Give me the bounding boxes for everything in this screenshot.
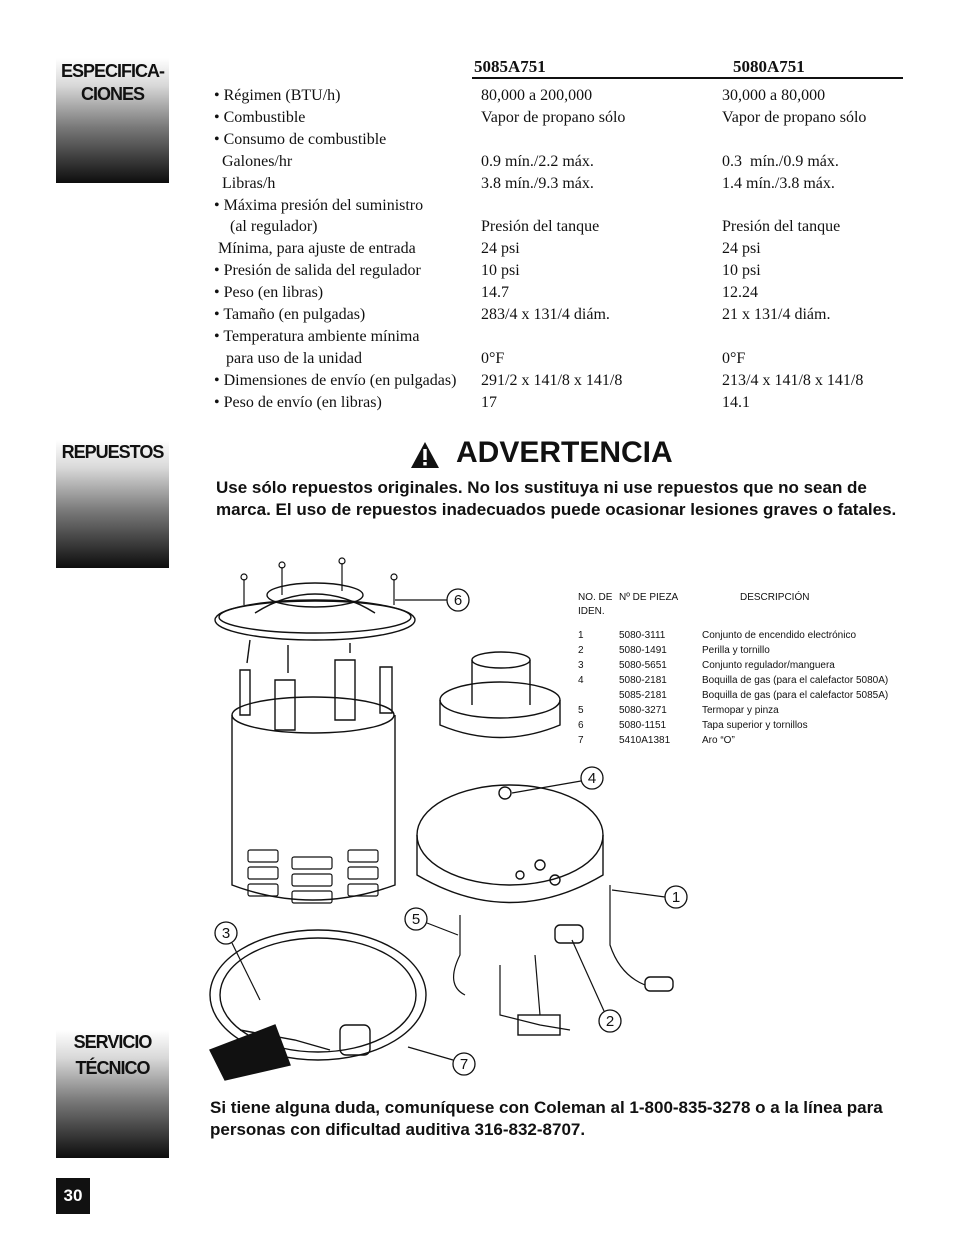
spec-value-5085: Vapor de propano sólo — [481, 108, 626, 126]
spec-value-5080: 14.1 — [722, 393, 750, 411]
spec-value-5080: 0°F — [722, 349, 746, 367]
callout-6 — [395, 589, 469, 611]
spec-label: • Tamaño (en pulgadas) — [214, 306, 366, 323]
warning-text: Use sólo repuestos originales. No los sustituya ni use repuestos que no sean de marca. El uso de repuestos inadecuados puede ocasionar lesiones graves o fatales. — [216, 478, 897, 519]
spec-value-5080: 21 x 131/4 diám. — [722, 306, 831, 323]
callout-number: 4 — [587, 770, 597, 787]
part-description: Conjunto regulador/manguera — [702, 660, 835, 671]
spec-label: • Combustible — [214, 108, 306, 126]
spec-value-5085: Presión del tanque — [481, 218, 600, 236]
spec-label: • Peso (en libras) — [214, 284, 324, 302]
tab-label-line2: CIONES — [80, 84, 144, 104]
callout-number: 6 — [453, 592, 463, 609]
part-description: Termopar y pinza — [702, 705, 779, 716]
callout-number: 2 — [605, 1013, 615, 1030]
spec-label: para uso de la unidad — [214, 349, 362, 367]
part-number: 5410A1381 — [619, 735, 671, 746]
warning-triangle-icon — [410, 441, 440, 469]
part-id: 3 — [578, 660, 584, 671]
part-description: Aro “O” — [702, 735, 735, 746]
heater-body-part — [232, 715, 395, 900]
part-number: 5080-5651 — [619, 660, 667, 671]
callout-1 — [612, 886, 687, 908]
part-number: 5080-1151 — [619, 720, 667, 731]
spec-value-5080: 24 psi — [722, 240, 761, 258]
spec-value-5080: 12.24 — [722, 284, 758, 302]
screws — [241, 558, 397, 605]
tab-servicio-tecnico — [56, 1030, 169, 1158]
part-id: 5 — [578, 705, 584, 716]
burner-head-part — [440, 652, 560, 738]
callout-5 — [405, 908, 458, 935]
contact-text: Si tiene alguna duda, comuníquese con Coleman al 1-800-835-3278 o a la línea para personas con dificultad auditiva 316-832-8707. — [210, 1098, 883, 1139]
parts-header-part: Nº DE PIEZA — [619, 592, 679, 603]
spec-value-5080: Vapor de propano sólo — [722, 108, 867, 126]
spec-value-5085: 3.8 mín./9.3 máx. — [481, 174, 594, 192]
spec-value-5085: 17 — [481, 393, 497, 411]
spec-label: (al regulador) — [214, 218, 318, 236]
spec-value-5085: 80,000 a 200,000 — [481, 87, 593, 104]
spec-value-5080: 213/4 x 141/8 x 141/8 — [722, 371, 864, 389]
part-description: Tapa superior y tornillos — [702, 720, 808, 731]
spec-value-5085: 0.9 mín./2.2 máx. — [481, 152, 594, 170]
parts-header-desc: DESCRIPCIÓN — [740, 592, 810, 603]
spec-label: Galones/hr — [214, 152, 293, 170]
spec-value-5085: 10 psi — [481, 262, 520, 280]
spec-label: • Dimensiones de envío (en pulgadas) — [214, 371, 457, 389]
spec-value-5085: 14.7 — [481, 284, 509, 302]
spec-value-5080: 1.4 mín./3.8 máx. — [722, 174, 835, 192]
spec-value-5080: 30,000 a 80,000 — [722, 87, 826, 104]
spec-label: • Máxima presión del suministro — [214, 196, 424, 214]
tab-label-line1: ESPECIFICA- — [60, 61, 164, 81]
part-description: Boquilla de gas (para el calefactor 5080A) — [702, 675, 889, 686]
callout-number: 7 — [459, 1056, 469, 1073]
hose-regulator-part — [210, 930, 426, 1080]
tab-label-line2: TÉCNICO — [75, 1058, 150, 1078]
callout-number: 5 — [411, 911, 421, 928]
spec-value-5080: 10 psi — [722, 262, 761, 280]
part-description: Boquilla de gas (para el calefactor 5085A) — [702, 690, 889, 701]
spec-col2-header: 5080A751 — [733, 57, 805, 76]
part-id: 6 — [578, 720, 584, 731]
spec-label: • Temperatura ambiente mínima — [214, 327, 420, 345]
spec-value-5085: 0°F — [481, 349, 505, 367]
page-number: 30 — [56, 1178, 90, 1214]
spec-col1-header: 5085A751 — [474, 57, 546, 76]
callout-number: 3 — [221, 925, 231, 942]
part-id: 2 — [578, 645, 584, 656]
tab-label-line1: SERVICIO — [73, 1032, 152, 1052]
base-housing-part — [417, 785, 603, 903]
spec-value-5085: 291/2 x 141/8 x 141/8 — [481, 371, 623, 389]
part-description: Perilla y tornillo — [702, 645, 770, 656]
part-number: 5080-2181 — [619, 675, 667, 686]
part-number: 5080-3111 — [619, 630, 666, 641]
parts-header-id: NO. DE — [578, 592, 613, 603]
spec-value-5080: 0.3 mín./0.9 máx. — [722, 152, 839, 170]
spec-label: Libras/h — [214, 174, 276, 192]
tab-label-line1: REPUESTOS — [61, 442, 164, 462]
tab-especificaciones — [56, 58, 169, 183]
part-number: 5080-1491 — [619, 645, 667, 656]
callout-number: 1 — [671, 889, 681, 906]
callout-7 — [408, 1047, 475, 1075]
spec-label: • Consumo de combustible — [214, 130, 387, 148]
spec-label: • Presión de salida del regulador — [214, 262, 421, 280]
spec-value-5085: 283/4 x 131/4 diám. — [481, 306, 610, 323]
tab-repuestos — [56, 440, 169, 568]
part-id: 7 — [578, 735, 584, 746]
spec-label: • Peso de envío (en libras) — [214, 393, 382, 411]
spec-label: Mínima, para ajuste de entrada — [214, 240, 416, 258]
warning-title: ADVERTENCIA — [456, 436, 673, 469]
spec-value-5085: 24 psi — [481, 240, 520, 258]
part-number: 5080-3271 — [619, 705, 667, 716]
part-description: Conjunto de encendido electrónico — [702, 630, 856, 641]
parts-header-id2: IDEN. — [578, 606, 605, 617]
part-id: 1 — [578, 630, 584, 641]
spec-label: • Régimen (BTU/h) — [214, 87, 341, 104]
spec-header-rule — [472, 77, 903, 79]
callout-4 — [512, 767, 603, 793]
callout-3 — [215, 922, 260, 1000]
spec-value-5080: Presión del tanque — [722, 218, 841, 236]
part-number: 5085-2181 — [619, 690, 667, 701]
part-id: 4 — [578, 675, 584, 686]
